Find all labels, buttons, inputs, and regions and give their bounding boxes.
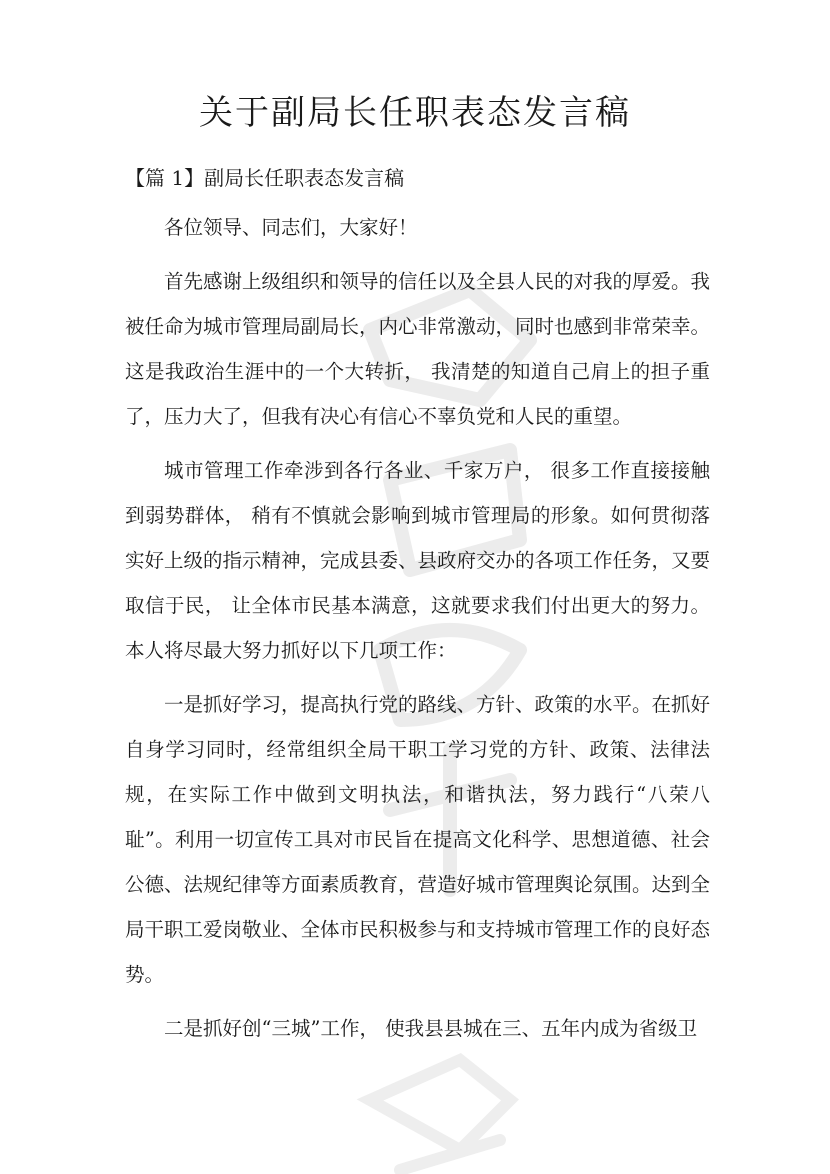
paragraph: 城市管理工作牵涉到各行各业、千家万户， 很多工作直接接触到弱势群体， 稍有不慎就会影响到城市管理局的形象。如何贯彻落实好上级的指示精神，完成县委、县政府交办的各项工作任务，又要取信于民， 让全体市民基本满意，这就要求我们付出更大的努力。 本人将尽最大努力抓好以下几项工作： — [125, 459, 711, 662]
paragraph: 一是抓好学习，提高执行党的路线、方针、政策的水平。在抓好自身学习同时，经常组织全局干职工学习党的方针、政策、法律法规，在实际工作中做到文明执法，和谐执法，努力践行“八荣八耻”。利用一切宣传工具对市民旨在提高文化科学、思想道德、社会公德、法规纪律等方面素质教育，营造好城市管理舆论氛围。达到全局干职工爱岗敬业、全体市民积极参与和支持城市管理工作的良好态势。 — [125, 693, 711, 986]
document-title: 关于副局长任职表态发言稿 — [199, 93, 631, 133]
watermark-logo-bottom — [340, 1040, 540, 1174]
section-heading: 【篇 1】副局长任职表态发言稿 — [125, 166, 405, 190]
paragraph-greeting: 各位领导、同志们，大家好！ — [164, 216, 418, 239]
paragraph: 二是抓好创“三城”工作， 使我县县城在三、五年内成为省级卫 — [164, 1017, 698, 1040]
document-body — [125, 205, 710, 1060]
paragraph: 首先感谢上级组织和领导的信任以及全县人民的对我的厚爱。我被任命为城市管理局副局长，内心非常激动，同时也感到非常荣幸。这是我政治生涯中的一个大转折， 我清楚的知道自己肩上的担子重了，压力大了，但我有决心有信心不辜负党和人民的重望。 — [125, 270, 711, 428]
